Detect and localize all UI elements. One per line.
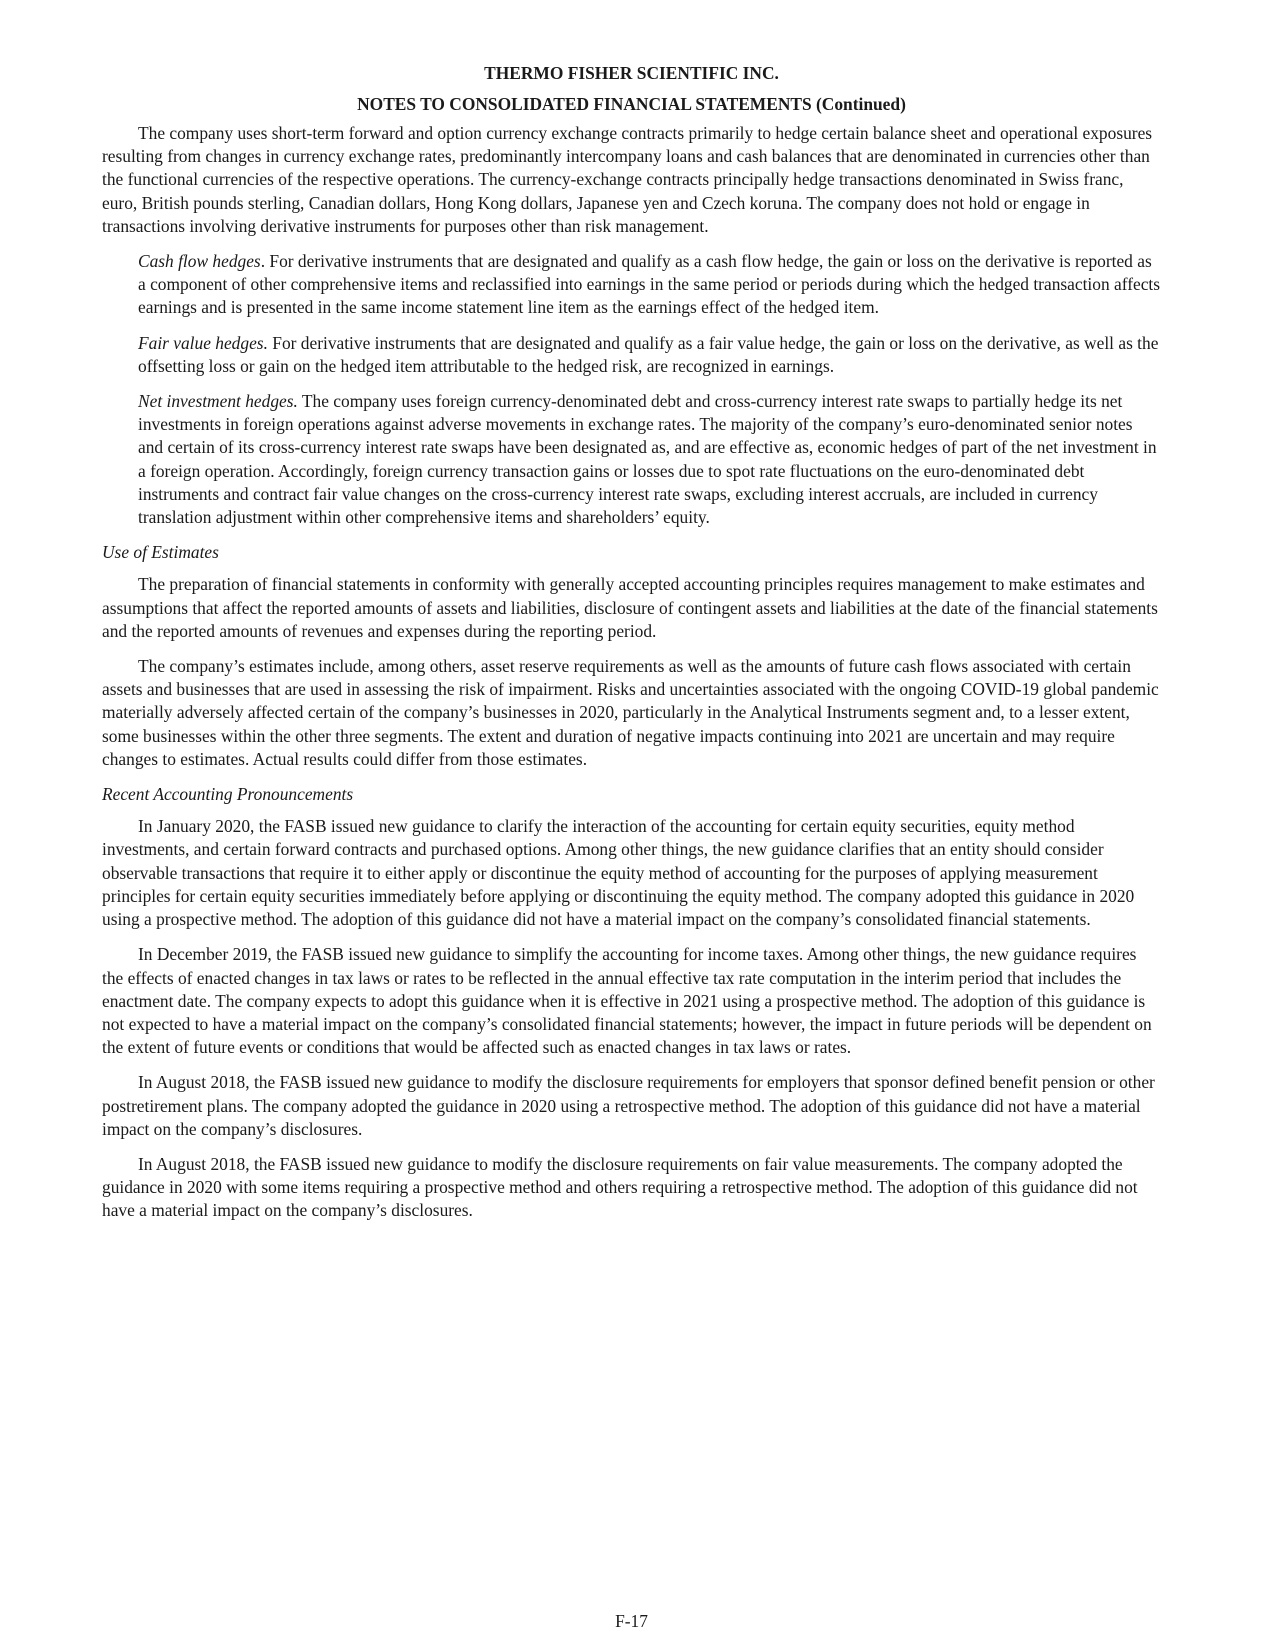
net-investment-hedges-paragraph xyxy=(138,390,1161,529)
cash-flow-hedges-text: . For derivative instruments that are designated and qualify as a cash flow hedge, the gain or loss on the derivative is reported as a component of other comprehensive items and reclassified into earnings in the same period or periods during which the hedged transaction affects earnings and is presented in the same income statement line item as the earnings effect of the hedged item. xyxy=(138,251,1161,318)
company-name: THERMO FISHER SCIENTIFIC INC. xyxy=(484,63,779,83)
page-title: NOTES TO CONSOLIDATED FINANCIAL STATEMENTS (Continued) xyxy=(357,94,906,114)
net-investment-hedges-lead: Net investment hedges. xyxy=(138,391,298,412)
page-number: F-17 xyxy=(615,1611,648,1631)
use-of-estimates-heading: Use of Estimates xyxy=(102,542,219,563)
pronouncement-paragraph: In December 2019, the FASB issued new guidance to simplify the accounting for income taxes. Among other things, the new guidance requires the effects of enacted changes in tax laws or rates to be reflected in the annual effective tax rate computation in the interim period that includes the enactment date. The company expects to adopt this guidance when it is effective in 2021 using a prospective method. The adoption of this guidance is not expected to have a material impact on the company’s consolidated financial statements; however, the impact in future periods will be dependent on the extent of future events or conditions that would be affected such as enacted changes in tax laws or rates. xyxy=(102,944,1152,1058)
net-investment-hedges-text: The company uses foreign currency-denominated debt and cross-currency interest rate swaps to partially hedge its net investments in foreign operations against adverse movements in exchange rates. The majority of the company’s euro-denominated senior notes and certain of its cross-currency interest rate swaps have been designated as, and are effective as, economic hedges of part of the net investment in a foreign operation. Accordingly, foreign currency transaction gains or losses due to spot rate fluctuations on the euro-denominated debt instruments and contract fair value changes on the cross-currency interest rate swaps, excluding interest accruals, are included in currency translation adjustment within other comprehensive items and shareholders’ equity. xyxy=(138,391,1157,528)
pronouncement-paragraph: In January 2020, the FASB issued new guidance to clarify the interaction of the accounting for certain equity securities, equity method investments, and certain forward contracts and purchased options. Among other things, the new guidance clarifies that an entity should consider observable transactions that require it to either apply or discontinue the equity method of accounting for the purposes of applying measurement principles for certain equity securities immediately before applying or discontinuing the equity method. The company adopted this guidance in 2020 using a prospective method. The adoption of this guidance did not have a material impact on the company’s consolidated financial statements. xyxy=(102,816,1135,930)
fair-value-hedges-paragraph xyxy=(138,332,1161,378)
recent-pronouncements-heading: Recent Accounting Pronouncements xyxy=(102,784,354,805)
fair-value-hedges-lead: Fair value hedges. xyxy=(138,332,268,353)
fair-value-hedges-text: For derivative instruments that are designated and qualify as a fair value hedge, the gain or loss on the derivative, as well as the offsetting loss or gain on the hedged item attributable to the hedged risk, are recognized in earnings. xyxy=(138,332,1159,376)
pronouncement-paragraph: In August 2018, the FASB issued new guidance to modify the disclosure requirements on fair value measurements. The company adopted the guidance in 2020 with some items requiring a prospective method and others requiring a retrospective method. The adoption of this guidance did not have a material impact on the company’s disclosures. xyxy=(102,1153,1138,1221)
pronouncement-paragraph: In August 2018, the FASB issued new guidance to modify the disclosure requirements for employers that sponsor defined benefit pension or other postretirement plans. The company adopted the guidance in 2020 using a retrospective method. The adoption of this guidance did not have a material impact on the company’s disclosures. xyxy=(102,1072,1155,1139)
cash-flow-hedges-paragraph xyxy=(138,250,1161,320)
use-of-estimates-paragraph: The company’s estimates include, among others, asset reserve requirements as well as the amounts of future cash flows associated with certain assets and businesses that are used in assessing the risk of impairment. Risks and uncertainties associated with the ongoing COVID-19 global pandemic materially adversely affected certain of the company’s businesses in 2020, particularly in the Analytical Instruments segment and, to a lesser extent, some businesses within the other three segments. The extent and duration of negative impacts continuing into 2021 are uncertain and may require changes to estimates. Actual results could differ from those estimates. xyxy=(102,656,1159,769)
use-of-estimates-paragraph: The preparation of financial statements in conformity with generally accepted accounting principles requires management to make estimates and assumptions that affect the reported amounts of assets and liabilities, disclosure of contingent assets and liabilities at the date of the financial statements and the reported amounts of revenues and expenses during the reporting period. xyxy=(102,574,1158,641)
cash-flow-hedges-lead: Cash flow hedges xyxy=(138,251,261,272)
intro-paragraph: The company uses short-term forward and option currency exchange contracts primarily to hedge certain balance sheet and operational exposures resulting from changes in currency exchange rates, predominantly intercompany loans and cash balances that are denominated in currencies other than the functional currencies of the respective operations. The currency-exchange contracts principally hedge transactions denominated in Swiss franc, euro, British pounds sterling, Canadian dollars, Hong Kong dollars, Japanese yen and Czech koruna. The company does not hold or engage in transactions involving derivative instruments for purposes other than risk management. xyxy=(102,123,1153,236)
